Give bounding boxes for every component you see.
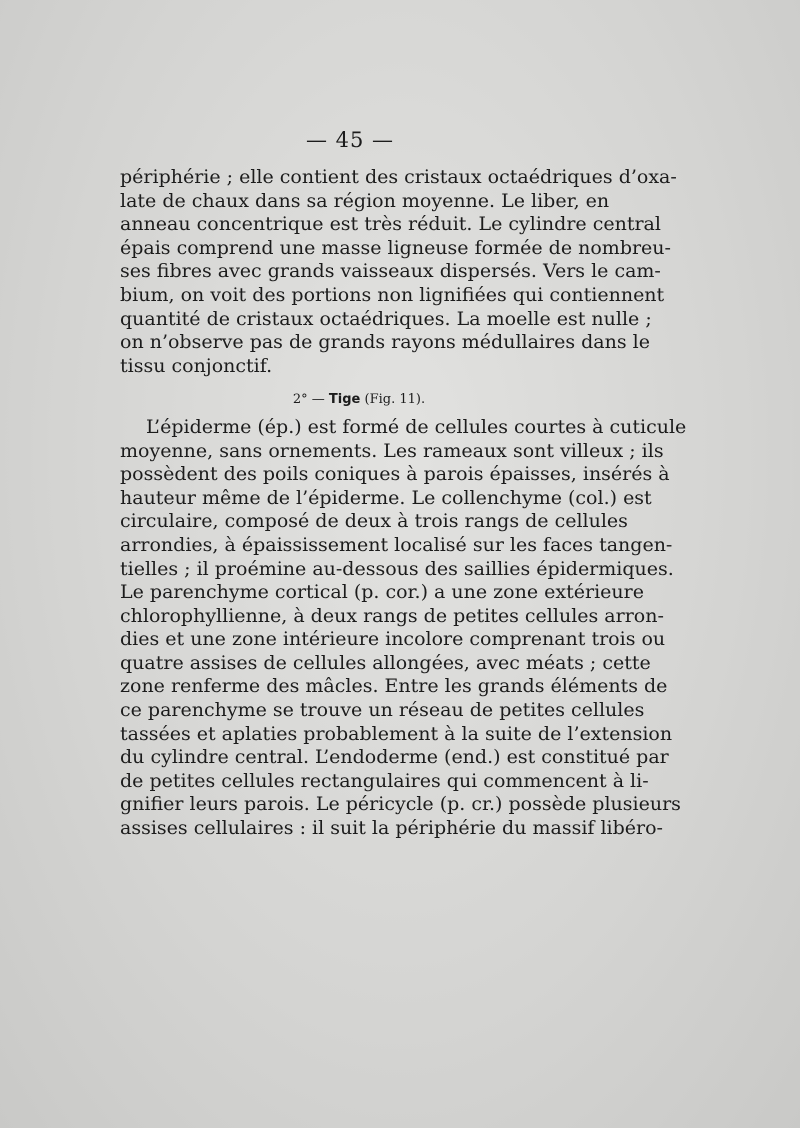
section-title: Tige xyxy=(328,392,361,408)
text-line: Le parenchyme cortical (p. cor.) a une zone extérieure xyxy=(120,581,644,604)
text-line: quantité de cristaux octaédriques. La moelle est nulle ; xyxy=(120,307,652,330)
text-line: hauteur même de l’épiderme. Le collenchyme (col.) est xyxy=(120,486,652,509)
text-line: épais comprend une masse ligneuse formée de nombreu- xyxy=(120,236,671,259)
text-line: ses fibres avec grands vaisseaux dispersés. Vers le cam- xyxy=(120,260,661,283)
text-line: tissu conjonctif. xyxy=(120,354,273,377)
text-line: de petites cellules rectangulaires qui commencent à li- xyxy=(120,769,649,792)
text-line: circulaire, composé de deux à trois rangs de cellules xyxy=(120,510,628,533)
text-line: tassées et aplaties probablement à la suite de l’extension xyxy=(120,722,673,745)
text-line: zone renferme des mâcles. Entre les grands éléments de xyxy=(120,675,668,698)
text-line: anneau concentrique est très réduit. Le cylindre central xyxy=(120,213,661,236)
text-line: L’épiderme (ép.) est formé de cellules courtes à cuticule xyxy=(146,415,687,438)
text-line: dies et une zone intérieure incolore comprenant trois ou xyxy=(120,628,666,651)
body-text xyxy=(120,166,687,841)
text-line: tielles ; il proémine au-dessous des saillies épidermiques. xyxy=(120,557,674,580)
section-heading: 2° — Tige (Fig. 11). xyxy=(292,392,426,408)
section-number: 2° xyxy=(292,392,308,408)
text-line: du cylindre central. L’endoderme (end.) est constitué par xyxy=(120,746,669,769)
text-line: périphérie ; elle contient des cristaux octaédriques d’oxa- xyxy=(120,166,677,188)
section-figure-ref: (Fig. 11). xyxy=(364,392,426,408)
text-line: moyenne, sans ornements. Les rameaux sont villeux ; ils xyxy=(120,439,664,462)
text-line: arrondies, à épaississement localisé sur les faces tangen- xyxy=(120,533,673,556)
text-line: quatre assises de cellules allongées, avec méats ; cette xyxy=(120,651,651,674)
page-number: — 45 — xyxy=(305,128,395,152)
text-line: assises cellulaires : il suit la périphérie du massif libéro- xyxy=(120,817,663,840)
text-line: ce parenchyme se trouve un réseau de petites cellules xyxy=(120,699,645,722)
text-line: on n’observe pas de grands rayons médullaires dans le xyxy=(120,331,650,354)
text-line: gnifier leurs parois. Le péricycle (p. cr.) possède plusieurs xyxy=(120,793,681,816)
text-line: bium, on voit des portions non lignifiées qui contiennent xyxy=(120,283,665,306)
paragraph-2 xyxy=(120,415,687,841)
text-line: late de chaux dans sa région moyenne. Le liber, en xyxy=(120,189,610,212)
paragraph-1 xyxy=(120,166,677,378)
text-line: possèdent des poils coniques à parois épaisses, insérés à xyxy=(120,463,670,486)
text-line: chlorophyllienne, à deux rangs de petites cellules arron- xyxy=(120,604,664,627)
